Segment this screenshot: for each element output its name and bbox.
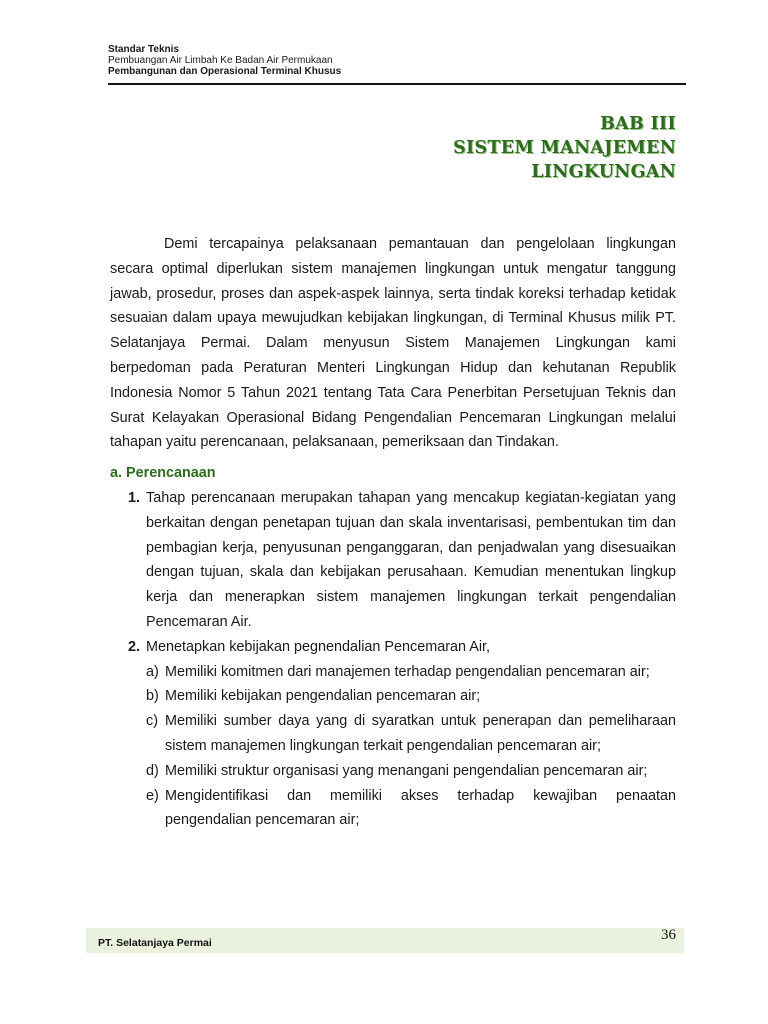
header-doc-type: Standar Teknis <box>108 44 179 55</box>
sub-item-text: Memiliki komitmen dari manajemen terhadap pengendalian pencemaran air; <box>165 663 650 680</box>
sub-item-text: Mengidentifikasi dan memiliki akses terhadap kewajiban penaatan pengendalian pencemaran air; <box>165 787 676 829</box>
item-text: Tahap perencanaan merupakan tahapan yang mencakup kegiatan-kegiatan yang berkaitan dengan penetapan tujuan dan skala inventarisasi, pembentukan tim dan pembagian kerja, penyusunan penganggaran, dan penjadwalan yang disesuaikan dengan tujuan, skala dan kebijakan perusahaan. Kemudian menentukan lingkup kerja dan menerapkan sistem manajemen lingkungan terkait pengendalian Pencemaran Air. <box>146 489 676 630</box>
sub-item <box>110 684 676 709</box>
header-divider <box>108 83 686 85</box>
sub-item <box>110 660 676 685</box>
numbered-item <box>110 635 676 660</box>
sub-item-text: Memiliki sumber daya yang di syaratkan untuk penerapan dan pemeliharaan sistem manajemen lingkungan terkait pengendalian pencemaran air; <box>165 713 676 754</box>
chapter-number: BAB III <box>600 114 676 134</box>
header-doc-scope: Pembangunan dan Operasional Terminal Khusus <box>108 66 342 77</box>
sub-item <box>110 759 676 784</box>
numbered-item <box>110 486 676 635</box>
sub-item-text: Memiliki kebijakan pengendalian pencemaran air; <box>165 688 481 705</box>
item-number: 2. <box>128 638 141 655</box>
chapter-title <box>453 112 676 184</box>
intro-paragraph: Demi tercapainya pelaksanaan pemantauan dan pengelolaan lingkungan secara optimal diperlukan sistem manajemen lingkungan untuk mengatur tanggung jawab, prosedur, proses dan aspek-aspek lainnya, serta tindak koreksi terhadap ketidak sesuaian dalam upaya mewujudkan kebijakan lingkungan, di Terminal Khusus milik PT. Selatanjaya Permai. Dalam menyusun Sistem Manajemen Lingkungan kami berpedoman pada Peraturan Menteri Lingkungan Hidup dan kehutanan Republik Indonesia Nomor 5 Tahun 2021 tentang Tata Cara Penerbitan Persetujuan Teknis dan Surat Kelayakan Operasional Bidang Pengendalian Pencemaran Lingkungan melalui tahapan yaitu perencanaan, pelaksanaan, pemeriksaan dan Tindakan. <box>110 236 676 451</box>
section-heading-perencanaan: a. Perencanaan <box>110 465 216 482</box>
sub-item <box>110 709 676 759</box>
page-footer <box>86 928 684 953</box>
sub-item-letter: b) <box>146 688 159 705</box>
page-body <box>110 232 676 833</box>
footer-company-name: PT. Selatanjaya Permai <box>98 937 212 949</box>
header-doc-subject: Pembuangan Air Limbah Ke Badan Air Permukaan <box>108 55 333 66</box>
chapter-title-line-2: LINGKUNGAN <box>531 162 676 182</box>
sub-item-letter: e) <box>146 787 159 804</box>
sub-item-letter: d) <box>146 762 159 779</box>
sub-item-letter: a) <box>146 663 159 680</box>
sub-item-text: Memiliki struktur organisasi yang menangani pengendalian pencemaran air; <box>165 762 648 779</box>
item-text: Menetapkan kebijakan pegnendalian Pencemaran Air, <box>146 638 491 655</box>
sub-item-letter: c) <box>146 713 158 730</box>
running-header <box>108 44 686 77</box>
page-number: 36 <box>661 927 676 943</box>
chapter-title-line-1: SISTEM MANAJEMEN <box>453 138 676 158</box>
sub-item <box>110 784 676 834</box>
item-number: 1. <box>128 489 141 506</box>
